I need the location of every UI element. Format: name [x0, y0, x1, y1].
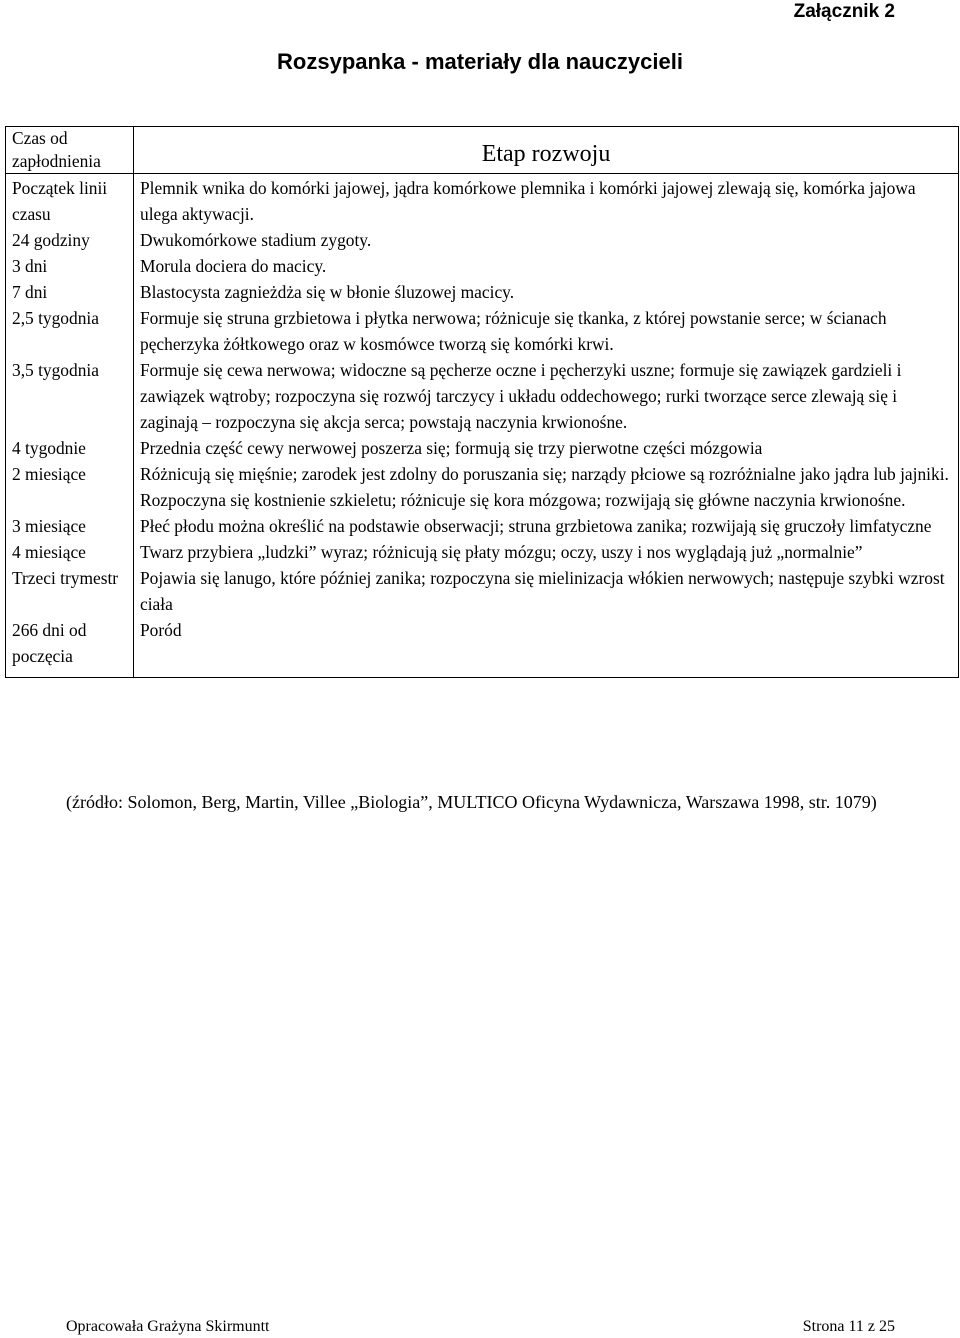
header-stage: Etap rozwoju [134, 127, 959, 174]
table-row [6, 565, 959, 617]
table-row [6, 227, 959, 253]
table-row [6, 279, 959, 305]
row-time: Trzeci trymestr [6, 565, 134, 617]
table-row [6, 539, 959, 565]
footer-author: Opracowała Grażyna Skirmuntt [66, 1318, 270, 1335]
footer-page-number: Strona 11 z 25 [802, 1318, 895, 1335]
row-time: 4 miesiące [6, 539, 134, 565]
row-time: 3 dni [6, 253, 134, 279]
row-time: 2 miesiące [6, 461, 134, 513]
table-row [6, 305, 959, 357]
row-stage: Plemnik wnika do komórki jajowej, jądra komórkowe plemnika i komórki jajowej zlewają się, komórka jajowa ulega aktywacji. [134, 174, 959, 228]
row-stage: Płeć płodu można określić na podstawie obserwacji; struna grzbietowa zanika; rozwijają się gruczoły limfatyczne [134, 513, 959, 539]
row-time: 2,5 tygodnia [6, 305, 134, 357]
row-stage: Przednia część cewy nerwowej poszerza się; formują się trzy pierwotne części mózgowia [134, 435, 959, 461]
row-time: Początek linii czasu [6, 174, 134, 228]
table-row [6, 435, 959, 461]
row-stage: Pojawia się lanugo, które później zanika; rozpoczyna się mielinizacja włókien nerwowych; następuje szybki wzrost ciała [134, 565, 959, 617]
row-time: 3 miesiące [6, 513, 134, 539]
table-row [6, 461, 959, 513]
row-time: 3,5 tygodnia [6, 357, 134, 435]
row-time: 7 dni [6, 279, 134, 305]
source-citation: (źródło: Solomon, Berg, Martin, Villee „Biologia”, MULTICO Oficyna Wydawnicza, Warszawa 1998, str. 1079) [66, 792, 877, 812]
header-time: Czas od zapłodnienia [6, 127, 134, 174]
page-title: Rozsypanka - materiały dla nauczycieli [277, 49, 683, 74]
table-row [6, 357, 959, 435]
row-stage: Różnicują się mięśnie; zarodek jest zdolny do poruszania się; narządy płciowe są rozróżnialne jako jądra lub jajniki. Rozpoczyna się kostnienie szkieletu; różnicuje się kora mózgowa; rozwijają się główne naczynia krwionośne. [134, 461, 959, 513]
row-time: 266 dni od poczęcia [6, 617, 134, 678]
row-time: 24 godziny [6, 227, 134, 253]
row-stage: Dwukomórkowe stadium zygoty. [134, 227, 959, 253]
row-stage: Poród [134, 617, 959, 678]
table-row [6, 174, 959, 228]
row-stage: Blastocysta zagnieżdża się w błonie śluzowej macicy. [134, 279, 959, 305]
table-row [6, 513, 959, 539]
row-stage: Morula dociera do macicy. [134, 253, 959, 279]
row-time: 4 tygodnie [6, 435, 134, 461]
row-stage: Twarz przybiera „ludzki” wyraz; różnicują się płaty mózgu; oczy, uszy i nos wyglądają już „normalnie” [134, 539, 959, 565]
table-row [6, 253, 959, 279]
table-header-row [6, 127, 959, 174]
annex-label: Załącznik 2 [793, 1, 895, 22]
row-stage: Formuje się struna grzbietowa i płytka nerwowa; różnicuje się tkanka, z której powstanie serce; w ścianach pęcherzyka żółtkowego oraz w kosmówce tworzą się komórki krwi. [134, 305, 959, 357]
development-stages-table [5, 126, 959, 678]
table-row [6, 617, 959, 678]
row-stage: Formuje się cewa nerwowa; widoczne są pęcherze oczne i pęcherzyki uszne; formuje się zawiązek gardzieli i zawiązek wątroby; rozpoczyna się rozwój tarczycy i układu oddechowego; rurki tworzące serce zlewają się i zaginają – rozpoczyna się akcja serca; powstają naczynia krwionośne. [134, 357, 959, 435]
